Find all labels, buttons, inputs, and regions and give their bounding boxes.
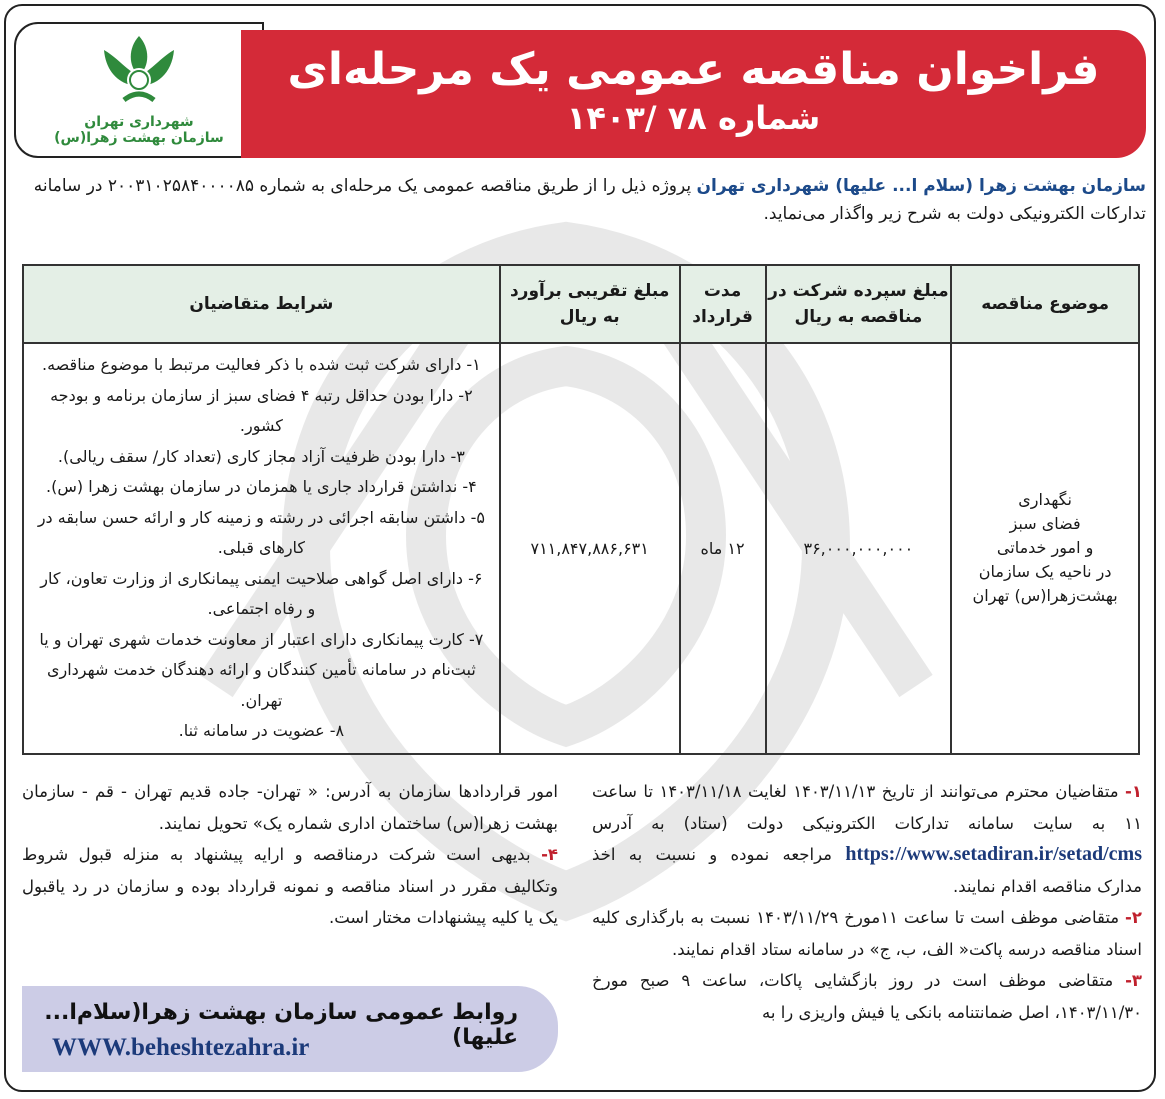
public-relations-title: روابط عمومی سازمان بهشت زهرا(سلام‌ا... علیها) (44, 1000, 518, 1050)
table-row (23, 343, 1139, 754)
condition-item: ۳- دارا بودن ظرفیت آزاد مجاز کاری (تعداد کار/ سقف ریالی). (57, 446, 465, 466)
condition-item: ۸- عضویت در سامانه ثنا. (178, 721, 345, 740)
tender-number: شماره ۷۸ /۱۴۰۳ (566, 99, 821, 137)
intro-paragraph (24, 172, 1146, 228)
cell-deposit: ۳۶,۰۰۰,۰۰۰,۰۰۰ (766, 343, 952, 754)
logo-caption-municipality: شهرداری تهران (84, 114, 194, 130)
cell-conditions (23, 343, 500, 754)
subject-line: و امور خدماتی (996, 538, 1094, 558)
header-deposit: مبلغ سپرده شرکت در مناقصه به ریال (766, 265, 952, 343)
condition-item: ۷- کارت پیمانکاری دارای اعتبار از معاونت خدمات شهری تهران و یا ثبت‌نام در سامانه تأمین کنندگان و ارائه دهندگان خدمت شهرداری تهران. (39, 629, 484, 710)
note-2 (592, 902, 1142, 965)
header (14, 22, 1146, 158)
note-3-text: متقاضی موظف است در روز بازگشایی پاکات، ساعت ۹ صبح مورخ ۱۴۰۳/۱۱/۳۰، اصل ضمانتنامه بانکی یا فیش واریزی را به (592, 971, 1142, 1022)
note-3-continued: امور قراردادها سازمان به آدرس: « تهران- جاده قدیم تهران - قم - سازمان بهشت زهرا(س) ساختمان اداری شماره یک» تحویل نمایند. (22, 782, 558, 833)
note-2-number: ۲- (1125, 908, 1142, 927)
logo-box (14, 22, 264, 158)
header-duration: مدت قرارداد (680, 265, 766, 343)
condition-item: ۵- داشتن سابقه اجرائی در رشته و زمینه کار و ارائه حسن سابقه در کارهای قبلی. (37, 507, 485, 557)
notes-column-left (22, 776, 558, 934)
table-header-row (23, 265, 1139, 343)
subject-line: نگهداری (1018, 490, 1073, 510)
header-subject: موضوع مناقصه (951, 265, 1139, 343)
note-1-tail: مراجعه نموده و نسبت به اخذ مدارک مناقصه اقدام نمایند. (592, 845, 1142, 896)
tender-table (22, 264, 1140, 755)
page-title: فراخوان مناقصه عمومی یک مرحله‌ای (287, 44, 1100, 95)
subject-line: فضای سبز (1009, 514, 1081, 534)
logo-caption-organization: سازمان بهشت زهرا(س) (54, 130, 224, 146)
note-3-number: ۳- (1125, 971, 1142, 990)
header-conditions: شرایط متقاضیان (23, 265, 500, 343)
notice-frame (4, 4, 1156, 1092)
note-1 (592, 776, 1142, 902)
intro-organization: سازمان بهشت زهرا (سلام ا... علیها) شهرداری تهران (696, 176, 1146, 196)
note-4-number: ۴- (541, 845, 558, 864)
condition-item: ۱- دارای شرکت ثبت شده با ذکر فعالیت مرتبط با موضوع مناقصه. (42, 355, 481, 374)
note-4 (22, 839, 558, 934)
cell-estimate: ۷۱۱,۸۴۷,۸۸۶,۶۳۱ (500, 343, 680, 754)
notes-section (22, 776, 1142, 1076)
setad-url-link[interactable]: https://www.setadiran.ir/setad/cms (845, 843, 1142, 865)
note-1-text: متقاضیان محترم می‌توانند از تاریخ ۱۴۰۳/۱۱/۱۳ لغایت ۱۴۰۳/۱۱/۱۸ تا ساعت ۱۱ به سایت سامانه تدارکات الکترونیکی دولت (ستاد) به آدرس (592, 782, 1142, 833)
public-relations-box (22, 986, 558, 1072)
notes-column-right (592, 776, 1142, 1028)
title-banner (241, 30, 1146, 158)
condition-item: ۲- دارا بودن حداقل رتبه ۴ فضای سبز از سازمان برنامه و بودجه کشور. (50, 385, 473, 435)
condition-item: ۶- دارای اصل گواهی صلاحیت ایمنی پیمانکاری از وزارت تعاون، کار و رفاه اجتماعی. (40, 568, 483, 618)
website-link[interactable]: WWW.beheshtezahra.ir (52, 1034, 310, 1061)
header-estimate: مبلغ تقریبی برآورد به ریال (500, 265, 680, 343)
cell-duration: ۱۲ ماه (680, 343, 766, 754)
note-4-text: بدیهی است شرکت درمناقصه و ارایه پیشنهاد به منزله قبول شروط وتکالیف مقرر در اسناد مناقصه و نمونه قرارداد بوده و سازمان در رد یاقبول یک یا کلیه پیشنهادات مختار است. (22, 845, 558, 927)
cell-subject (951, 343, 1139, 754)
condition-item: ۴- نداشتن قرارداد جاری یا همزمان در سازمان بهشت زهرا (س). (46, 477, 477, 496)
subject-line: بهشت‌زهرا(س) تهران (972, 586, 1118, 606)
note-3 (592, 965, 1142, 1028)
subject-line: در ناحیه یک سازمان (978, 562, 1112, 582)
intro-text: پروژه ذیل را از طریق مناقصه عمومی یک مرحله‌ای به شماره ۲۰۰۳۱۰۲۵۸۴۰۰۰۰۸۵ در سامانه تدارکات الکترونیکی دولت به شرح زیر واگذار می‌نماید. (33, 176, 1146, 224)
tulip-logo-icon (94, 30, 184, 110)
note-1-number: ۱- (1125, 782, 1142, 801)
note-2-text: متقاضی موظف است تا ساعت ۱۱مورخ ۱۴۰۳/۱۱/۲۹ نسبت به بارگذاری کلیه اسناد مناقصه درسه پاکت« الف، ب، ج» در سامانه ستاد اقدام نمایند. (592, 908, 1142, 959)
